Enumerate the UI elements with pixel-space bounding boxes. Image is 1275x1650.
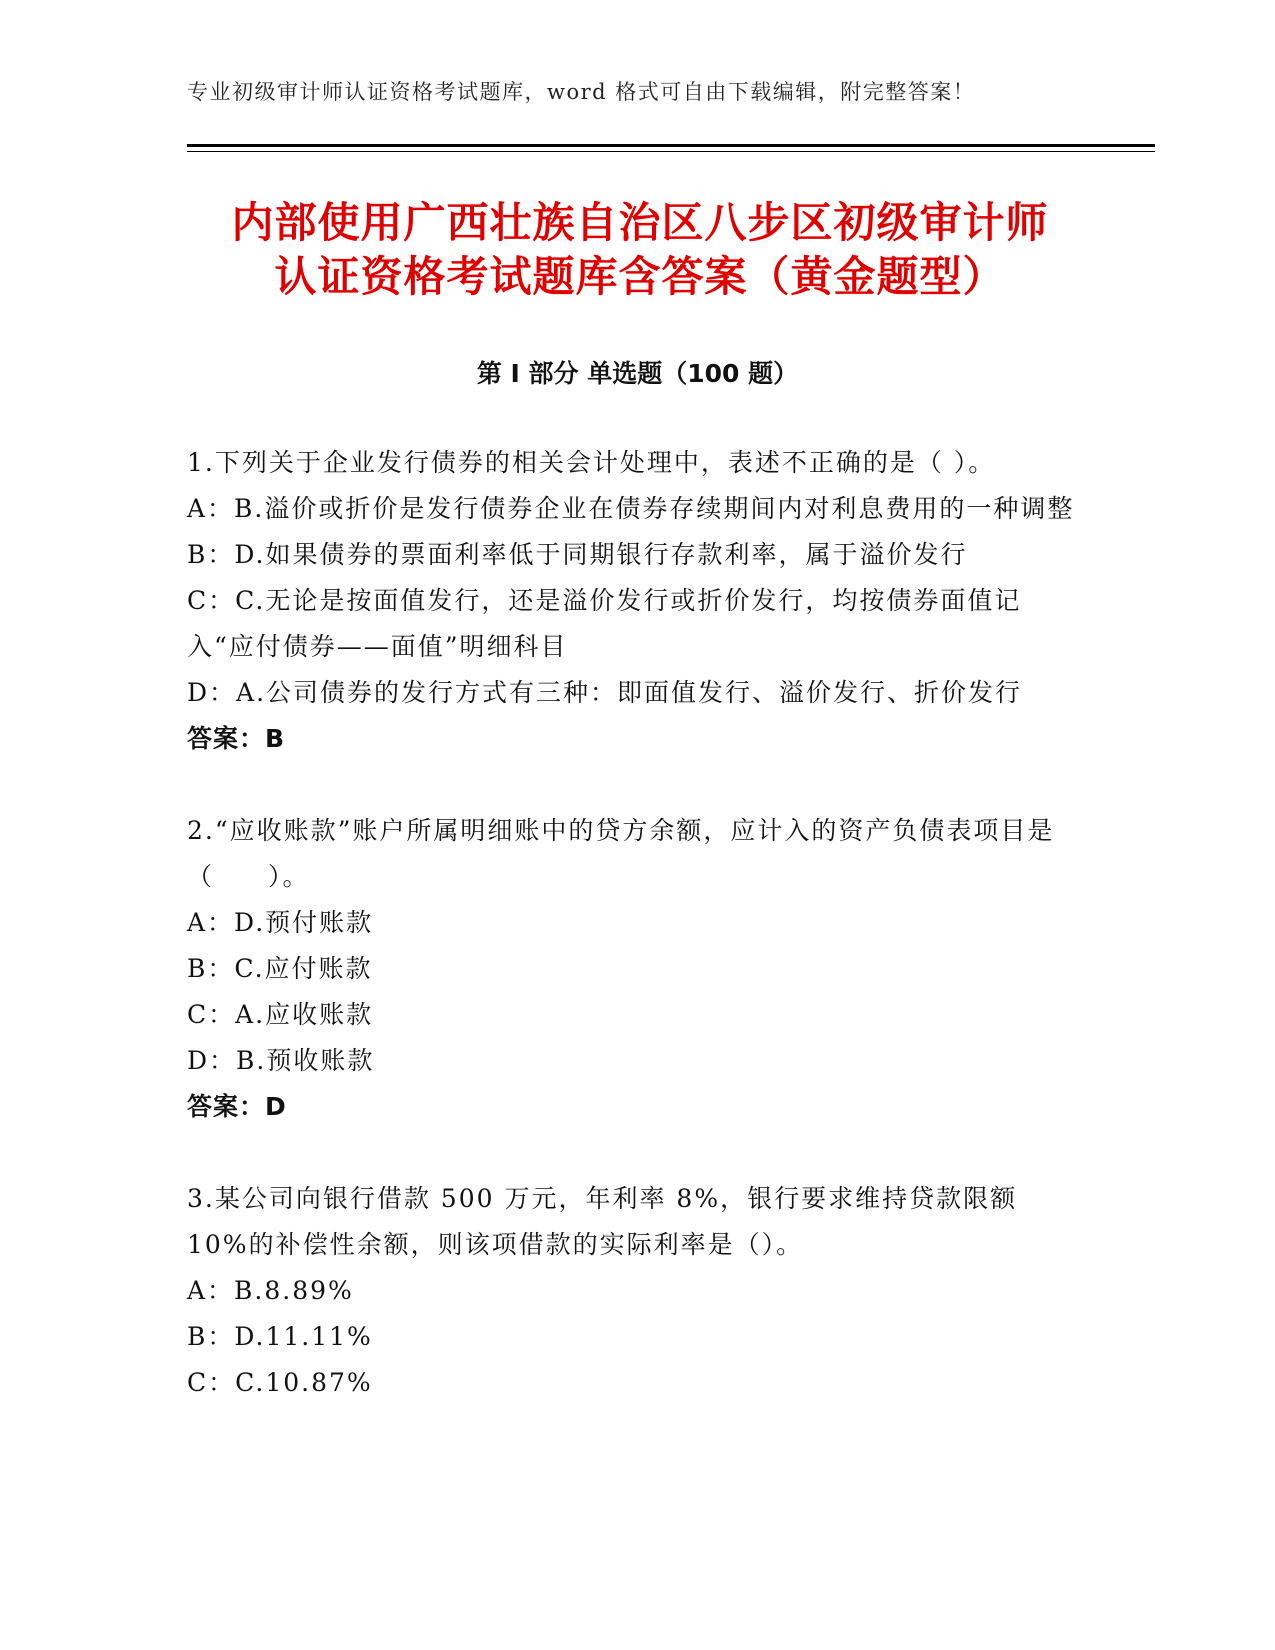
question-stem: 1.下列关于企业发行债券的相关会计处理中，表述不正确的是（ ）。 bbox=[187, 448, 996, 477]
option-a: A：B.8.89% bbox=[187, 1276, 354, 1305]
option-c: C：C.无论是按面值发行，还是溢价发行或折价发行，均按债券面值记入“应付债券——面值”明细科目 bbox=[187, 586, 1022, 661]
option-d: D：B.预收账款 bbox=[187, 1046, 375, 1075]
question-stem: 3.某公司向银行借款 500 万元，年利率 8%，银行要求维持贷款限额 10%的补偿性余额，则该项借款的实际利率是（）。 bbox=[187, 1184, 1018, 1259]
document-title bbox=[190, 196, 1090, 304]
answer-prefix: 答案： bbox=[187, 724, 266, 753]
header-note: 专业初级审计师认证资格考试题库，word 格式可自由下载编辑，附完整答案！ bbox=[187, 80, 976, 104]
title-line-1: 内部使用广西壮族自治区八步区初级审计师 bbox=[231, 198, 1049, 247]
option-d: D：A.公司债券的发行方式有三种：即面值发行、溢价发行、折价发行 bbox=[187, 678, 1023, 707]
option-c: C：C.10.87% bbox=[187, 1368, 373, 1397]
option-c: C：A.应收账款 bbox=[187, 1000, 374, 1029]
title-line-2: 认证资格考试题库含答案（黄金题型） bbox=[274, 252, 1006, 301]
question-stem: 2.“应收账款”账户所属明细账中的贷方余额，应计入的资产负债表项目是（ ）。 bbox=[187, 816, 1055, 891]
answer-value: D bbox=[265, 1092, 287, 1121]
option-a: A：D.预付账款 bbox=[187, 908, 374, 937]
question-2 bbox=[187, 808, 1077, 1130]
header-rule-thin bbox=[187, 151, 1155, 152]
question-list bbox=[187, 440, 1077, 1452]
option-b: B：C.应付账款 bbox=[187, 954, 373, 983]
answer-prefix: 答案： bbox=[187, 1092, 266, 1121]
answer-line bbox=[187, 1084, 1077, 1130]
answer-value: B bbox=[265, 724, 286, 753]
question-3 bbox=[187, 1176, 1077, 1406]
option-b: B：D.11.11% bbox=[187, 1322, 373, 1351]
question-1 bbox=[187, 440, 1077, 762]
section-heading: 第 I 部分 单选题（100 题） bbox=[476, 359, 799, 388]
option-a: A：B.溢价或折价是发行债券企业在债券存续期间内对利息费用的一种调整 bbox=[187, 494, 1075, 523]
option-b: B：D.如果债券的票面利率低于同期银行存款利率，属于溢价发行 bbox=[187, 540, 968, 569]
header-rule-thick bbox=[187, 144, 1155, 147]
answer-line bbox=[187, 716, 1077, 762]
